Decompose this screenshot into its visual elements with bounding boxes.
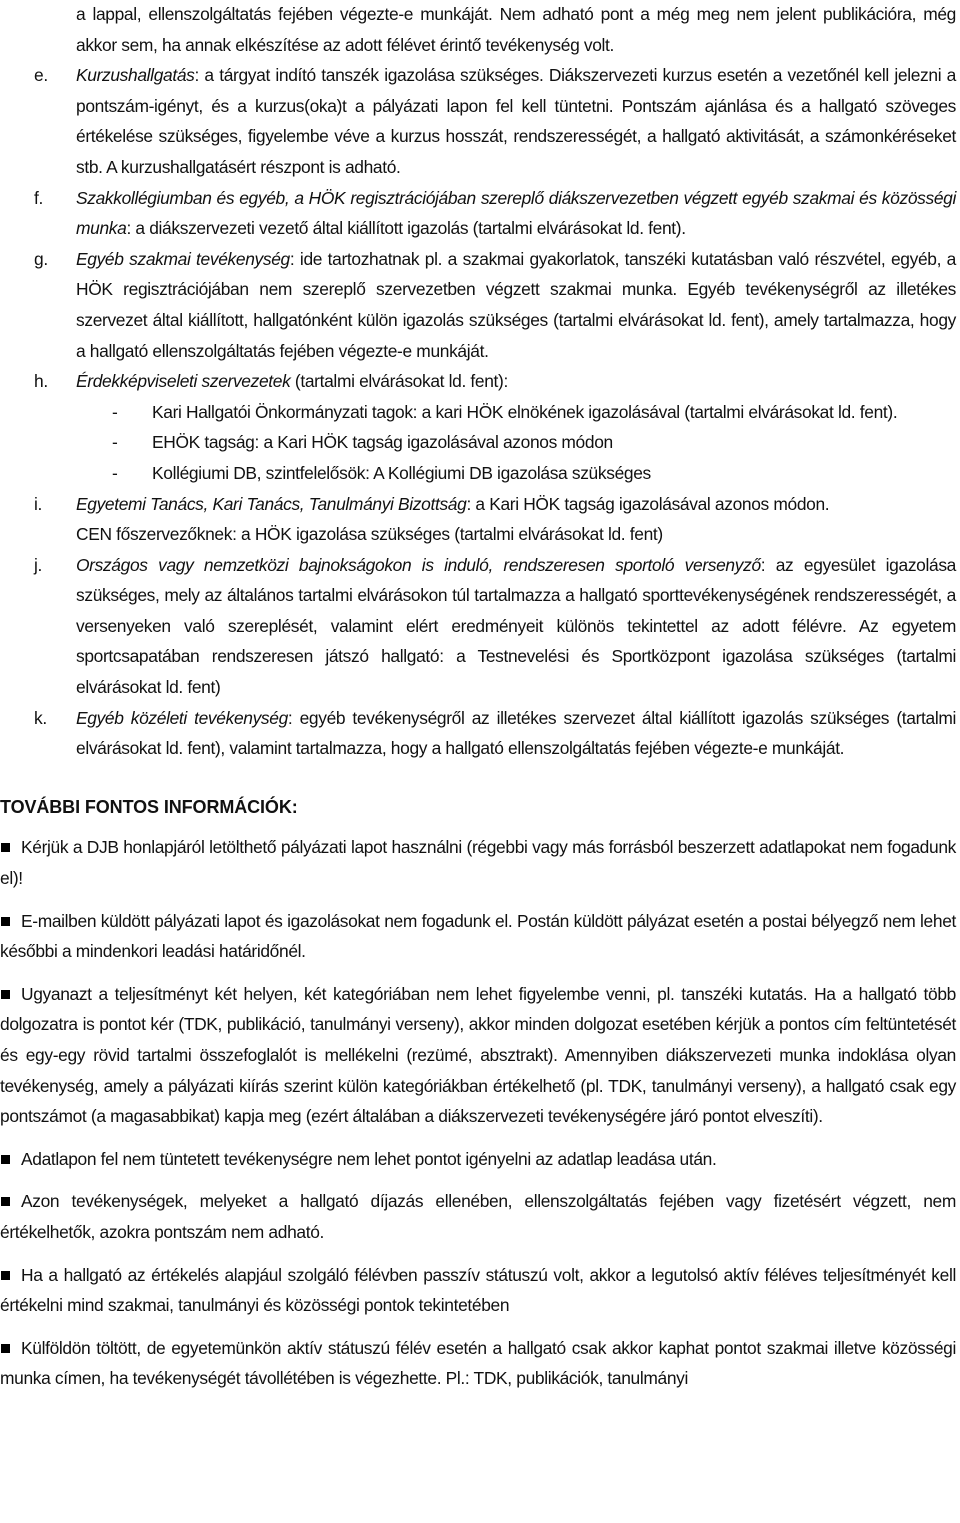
item-title: Országos vagy nemzetközi bajnokságokon is induló, rendszeresen sportoló versenyző [76, 554, 761, 575]
sub-item [0, 458, 960, 489]
item-text: : a diákszervezeti vezető által kiállított igazolás (tartalmi elvárásokat ld. fent). [126, 218, 686, 239]
info-paragraph [0, 906, 960, 967]
black-square-bullet-icon [1, 1155, 10, 1164]
sub-item-text: Kollégiumi DB, szintfelelősök: A Kollégiumi DB igazolása szükséges [152, 462, 651, 483]
list-item-j [0, 550, 960, 703]
item-text: (tartalmi elvárásokat ld. fent): [290, 371, 508, 392]
black-square-bullet-icon [1, 843, 10, 852]
item-title: Szakkollégiumban és egyéb, a HÖK regisztrációjában szereplő diákszervezetben végzett egyéb szakmai és közösségi munka [76, 187, 956, 239]
dash-marker: - [112, 432, 118, 453]
item-text: : egyéb tevékenységről az illetékes szervezet által kiállított igazolás szükséges (tartalmi elvárásokat ld. fent), valamint tartalmazza, hogy a hallgató ellenszolgáltatás fejében végezte-e munkáját. [76, 707, 956, 759]
info-paragraph [0, 1186, 960, 1247]
list-marker: g. [34, 248, 48, 269]
item-text: : a Kari HÖK tagság igazolásával azonos módon. [466, 493, 830, 514]
item-continuation: CEN főszervezőknek: a HÖK igazolása szükséges (tartalmi elvárásokat ld. fent) [76, 524, 663, 545]
section-heading: TOVÁBBI FONTOS INFORMÁCIÓK: [0, 796, 298, 817]
dash-marker: - [112, 401, 118, 422]
list-item-g [0, 244, 960, 366]
info-paragraph [0, 1144, 960, 1175]
list-item-h [0, 366, 960, 397]
black-square-bullet-icon [1, 1344, 10, 1353]
sub-item-text: EHÖK tagság: a Kari HÖK tagság igazolásával azonos módon [152, 432, 613, 453]
list-marker: f. [34, 187, 43, 208]
paragraph-text: Azon tevékenységek, melyeket a hallgató díjazás ellenében, ellenszolgáltatás fejében vagy fizetésért végzett, nem értékelhetők, azokra pontszám nem adható. [0, 1191, 956, 1242]
item-text: : ide tartozhatnak pl. a szakmai gyakorlatok, tanszéki kutatásban való részvétel, egyéb, a HÖK regisztrációjában nem szereplő szervezetben végzett szakmai munka. Egyéb tevékenységről az illetékes szervezet által kiállított, hallgatónként külön igazolás szükséges (tartalmi elvárásokat ld. fent), amely tartalmazza, hogy a hallgató ellenszolgáltatás fejében végezte-e munkáját. [76, 248, 956, 361]
list-item-i [0, 489, 960, 520]
info-paragraph [0, 1260, 960, 1321]
info-paragraph [0, 979, 960, 1132]
paragraph-text: Ugyanazt a teljesítményt két helyen, két kategóriában nem lehet figyelembe venni, pl. tanszéki kutatás. Ha a hallgató több dolgozatra is pontot kér (TDK, publikáció, tanulmányi verseny), akkor minden dolgozat esetében kérjük a pontos cím feltüntetését és egy-egy rövid tartalmi összefoglalót is mellékelni (rezümé, absztrakt). Amennyiben diákszervezeti munka indoklása olyan tevékenység, amely a pályázati kiírás szerint külön kategóriákban értékelhető (pl. TDK, tanulmányi verseny), a hallgató csak egy pontszámot (a magasabbikat) kapja meg (ezért általában a diákszervezeti tevékenységére járó pontot elveszíti). [0, 983, 956, 1127]
info-paragraph [0, 1333, 960, 1394]
list-marker: e. [34, 65, 48, 86]
list-item-k [0, 703, 960, 764]
paragraph-text: Adatlapon fel nem tüntetett tevékenységre nem lehet pontot igényelni az adatlap leadása után. [21, 1148, 717, 1169]
sub-item-text: Kari Hallgatói Önkormányzati tagok: a kari HÖK elnökének igazolásával (tartalmi elvárásokat ld. fent). [152, 401, 898, 422]
list-marker: i. [34, 493, 42, 514]
list-marker: j. [34, 554, 42, 575]
black-square-bullet-icon [1, 917, 10, 926]
paragraph-text: Ha a hallgató az értékelés alapjául szolgáló félévben passzív státuszú volt, akkor a legutolsó aktív féléves teljesítményét kell értékelni mind szakmai, tanulmányi és közösségi pontok tekintetében [0, 1264, 956, 1316]
item-title: Egyéb közéleti tevékenység [76, 707, 288, 728]
list-item-f [0, 183, 960, 244]
paragraph-text: E-mailben küldött pályázati lapot és igazolásokat nem fogadunk el. Postán küldött pályázat esetén a postai bélyegző nem lehet későbbi a mindenkori leadási határidőnél. [0, 910, 956, 962]
item-title: Érdekképviseleti szervezetek [76, 371, 291, 392]
list-marker: h. [34, 371, 48, 392]
paragraph-text: Kérjük a DJB honlapjáról letölthető pályázati lapot használni (régebbi vagy más forrásból beszerzett adatlapokat nem fogadunk el)! [0, 837, 956, 889]
paragraph-text: Külföldön töltött, de egyetemünkön aktív státuszú félév esetén a hallgató csak akkor kaphat pontot szakmai illetve közösségi munka címen, ha tevékenységét távollétében is végezhette. Pl.: TDK, publikációk, tanulmányi [0, 1337, 956, 1389]
item-text: : az egyesület igazolása szükséges, mely az általános tartalmi elvárásokon túl tartalmazza a hallgató sporttevékenységének rendszerességét, a versenyeken való szereplését, valamint elért eredményeit különös tekintettel az adott félévre. Az egyetem sportcsapatában rendszeresen játszó hallgató: a Testnevelési és Sportközpont igazolása szükséges (tartalmi elvárásokat ld. fent) [76, 554, 956, 698]
item-title: Egyetemi Tanács, Kari Tanács, Tanulmányi Bizottság [76, 493, 467, 514]
black-square-bullet-icon [1, 990, 10, 999]
sub-item [0, 397, 960, 428]
item-text: : a tárgyat indító tanszék igazolása szükséges. Diákszervezeti kurzus esetén a vezetőnél kell jelezni a pontszám-igényt, és a kurzus(oka)t a pályázati lapon fel kell tüntetni. Pontszám ajánlása és a hallgató szöveges értékelése szükséges, figyelembe véve a kurzus hosszát, rendszerességét, a hallgató aktivitását, a számonkéréseket stb. A kurzushallgatásért részpont is adható. [76, 65, 956, 177]
list-marker: k. [34, 707, 47, 728]
item-title: Egyéb szakmai tevékenység [76, 248, 290, 269]
info-paragraph [0, 832, 960, 893]
continuation-text: a lappal, ellenszolgáltatás fejében végezte-e munkáját. Nem adható pont a még meg nem jelent publikációra, még akkor sem, ha annak elkészítése az adott félévet érintő tevékenység volt. [76, 4, 956, 55]
list-item-e [0, 60, 960, 182]
black-square-bullet-icon [1, 1197, 10, 1206]
black-square-bullet-icon [1, 1271, 10, 1280]
sub-item [0, 427, 960, 458]
dash-marker: - [112, 462, 118, 483]
item-title: Kurzushallgatás [76, 65, 195, 86]
